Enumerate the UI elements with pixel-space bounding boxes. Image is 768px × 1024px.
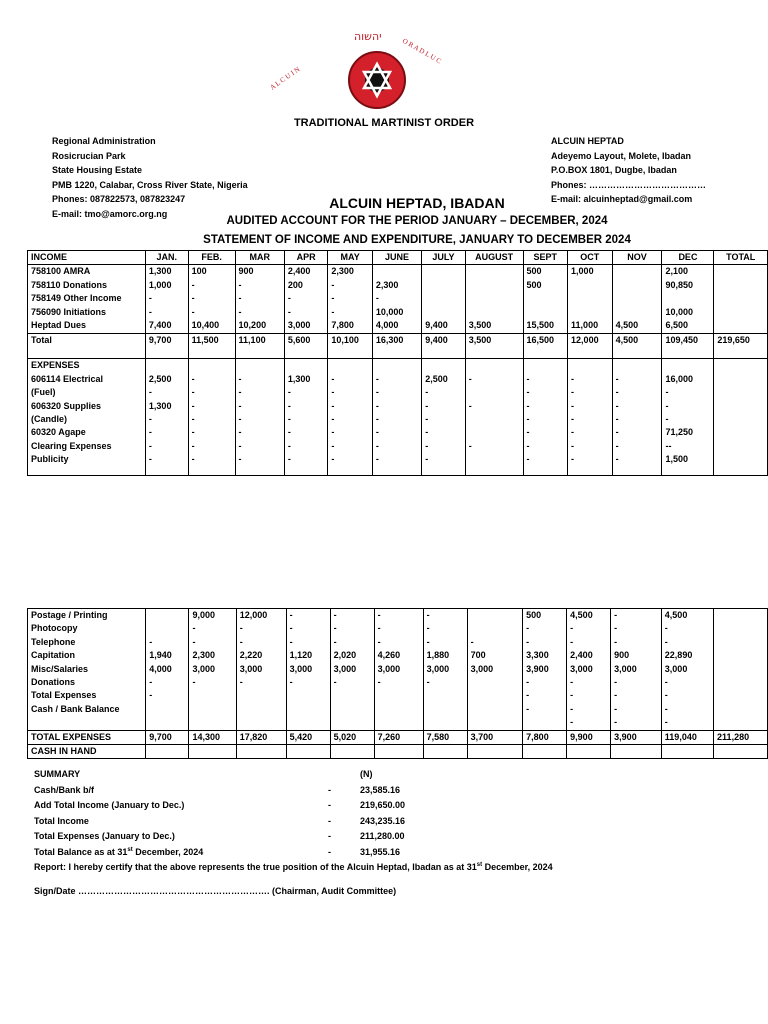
summary-label: Cash/Bank b/f bbox=[34, 784, 95, 795]
value-cell: 7,260 bbox=[374, 730, 423, 744]
value-cell: 10,100 bbox=[328, 334, 373, 359]
income-expenditure-table-lower bbox=[27, 608, 768, 759]
audit-report-statement: Report: I hereby certify that the above represents the true position of the Alcuin Heptad, Ibadan as at 31st December, 2024 bbox=[34, 862, 553, 872]
value-cell bbox=[661, 744, 713, 758]
cash-in-hand-row bbox=[28, 744, 768, 758]
value-cell: 9,000 - - 2,300 3,000 - bbox=[189, 609, 236, 731]
value-cell: 9,700 bbox=[145, 334, 188, 359]
value-cell: APR bbox=[284, 251, 328, 265]
summary-value: 243,235.16 bbox=[360, 815, 406, 826]
value-cell: 100 - - - 10,400 bbox=[188, 265, 235, 334]
value-cell: 11,100 bbox=[235, 334, 284, 359]
value-cell: - - - - - - - bbox=[328, 359, 373, 476]
address-line: Rosicrucian Park bbox=[52, 150, 126, 161]
value-cell: 16,500 bbox=[523, 334, 568, 359]
value-cell: 9,700 bbox=[146, 730, 189, 744]
summary-unit: (N) bbox=[360, 769, 373, 779]
value-cell: - - - bbox=[465, 359, 523, 476]
value-cell bbox=[286, 744, 330, 758]
value-cell: - - - 900 3,000 - - - - bbox=[611, 609, 662, 731]
value-cell: 3,700 bbox=[467, 730, 523, 744]
value-cell: 9,400 bbox=[422, 265, 466, 334]
value-cell bbox=[374, 744, 423, 758]
value-cell: 4,500 bbox=[612, 334, 662, 359]
value-cell: 109,450 bbox=[662, 334, 714, 359]
summary-dash: - bbox=[328, 815, 331, 826]
value-cell: MAR bbox=[235, 251, 284, 265]
income-expenditure-table-upper bbox=[27, 250, 768, 476]
value-cell: - - - - - - - bbox=[188, 359, 235, 476]
income-total-row bbox=[28, 334, 768, 359]
value-cell: 3,900 bbox=[611, 730, 662, 744]
value-cell: 1,300 - - - - - - bbox=[284, 359, 328, 476]
value-cell bbox=[714, 744, 768, 758]
value-cell: 4,500 - - 22,890 3,000 - - - - bbox=[661, 609, 713, 731]
address-line: E-mail: tmo@amorc.org.ng bbox=[52, 208, 168, 219]
value-cell: 14,300 bbox=[189, 730, 236, 744]
value-cell: - 700 3,000 bbox=[467, 609, 523, 731]
signature-line: Sign/Date ………………………………………………………. (Chairman, Audit Committee) bbox=[34, 886, 397, 896]
address-line: Adeyemo Layout, Molete, Ibadan bbox=[551, 150, 692, 161]
value-cell: - - - - - - - bbox=[523, 359, 568, 476]
address-line: PMB 1220, Calabar, Cross River State, Nigeria bbox=[52, 179, 248, 190]
value-cell: 1,000 11,000 bbox=[568, 265, 613, 334]
value-cell bbox=[189, 744, 236, 758]
value-cell: 3,500 bbox=[465, 334, 523, 359]
value-cell bbox=[146, 744, 189, 758]
value-cell: 16,000 - - - 71,250 -- 1,500 bbox=[662, 359, 714, 476]
row-label-cell: TOTAL EXPENSES bbox=[28, 730, 146, 744]
logo-text-hebrew: יהשוה bbox=[354, 30, 382, 43]
address-line: ALCUIN HEPTAD bbox=[551, 136, 624, 146]
value-cell: AUGUST bbox=[465, 251, 523, 265]
value-cell: 900 - - - 10,200 bbox=[235, 265, 284, 334]
value-cell bbox=[611, 744, 662, 758]
value-cell bbox=[423, 744, 467, 758]
value-cell: 2,300 - 10,000 4,000 bbox=[372, 265, 421, 334]
value-cell: - - - - - - - bbox=[372, 359, 421, 476]
value-cell: - - - 2,020 3,000 - bbox=[330, 609, 374, 731]
summary-dash: - bbox=[328, 831, 331, 841]
row-label-cell: CASH IN HAND bbox=[28, 744, 146, 758]
income-row bbox=[28, 265, 768, 334]
logo-text-right: O R A D L U C bbox=[401, 36, 443, 66]
value-cell bbox=[523, 744, 567, 758]
value-cell: NOV bbox=[612, 251, 662, 265]
value-cell: - - - 4,260 3,000 - bbox=[374, 609, 423, 731]
value-cell: OCT bbox=[568, 251, 613, 265]
value-cell: 17,820 bbox=[236, 730, 286, 744]
summary-dash: - bbox=[328, 784, 331, 795]
expenses-total-row bbox=[28, 730, 768, 744]
address-line: Phones: ………………………………… bbox=[551, 179, 707, 190]
expenses-row bbox=[28, 609, 768, 731]
value-cell: 219,650 bbox=[714, 334, 768, 359]
value-cell: JUNE bbox=[372, 251, 421, 265]
address-line: E-mail: alcuinheptad@gmail.com bbox=[551, 194, 693, 204]
value-cell: JULY bbox=[422, 251, 466, 265]
header-row bbox=[28, 251, 768, 265]
summary-balance-value: 31,955.16 bbox=[360, 846, 401, 857]
row-label-cell: 758100 AMRA 758110 Donations 758149 Other Income 756090 Initiations Heptad Dues bbox=[28, 265, 146, 334]
heptad-title: ALCUIN HEPTAD, IBADAN bbox=[329, 195, 505, 211]
value-cell: - - - 1,120 3,000 - bbox=[286, 609, 330, 731]
value-cell: 5,020 bbox=[330, 730, 374, 744]
value-cell: JAN. bbox=[145, 251, 188, 265]
expenses-row bbox=[28, 359, 768, 476]
row-label-cell: EXPENSES 606114 Electrical (Fuel) 606320 Supplies (Candle) 60320 Agape Clearing Expenses Publicity bbox=[28, 359, 146, 476]
summary-value: 211,280.00 bbox=[360, 831, 405, 841]
summary-label: Total Expenses (January to Dec.) bbox=[34, 831, 175, 841]
value-cell: TOTAL bbox=[714, 251, 768, 265]
value-cell: SEPT bbox=[523, 251, 568, 265]
value-cell bbox=[330, 744, 374, 758]
value-cell: 119,040 bbox=[661, 730, 713, 744]
value-cell bbox=[236, 744, 286, 758]
value-cell: - 1,940 4,000 - - bbox=[146, 609, 189, 731]
value-cell: 12,000 bbox=[568, 334, 613, 359]
value-cell: 2,400 200 - - 3,000 bbox=[284, 265, 328, 334]
value-cell bbox=[567, 744, 611, 758]
value-cell: 211,280 bbox=[714, 730, 768, 744]
summary-heading: SUMMARY bbox=[34, 769, 81, 779]
summary-balance-dash: - bbox=[328, 846, 331, 857]
org-name: TRADITIONAL MARTINIST ORDER bbox=[293, 117, 475, 129]
value-cell: 7,800 bbox=[523, 730, 567, 744]
summary-balance-label: Total Balance as at 31st December, 2024 bbox=[34, 846, 204, 857]
summary-label: Add Total Income (January to Dec.) bbox=[34, 800, 185, 810]
value-cell: 11,500 bbox=[188, 334, 235, 359]
logo-text-left: A L C U I N bbox=[268, 65, 302, 92]
value-cell: 4,500 - - 2,400 3,000 - - - - bbox=[567, 609, 611, 731]
value-cell: 12,000 - - 2,220 3,000 - bbox=[236, 609, 286, 731]
order-seal-logo-icon bbox=[262, 28, 492, 118]
value-cell: MAY bbox=[328, 251, 373, 265]
value-cell bbox=[714, 265, 768, 334]
value-cell: 500 500 15,500 bbox=[523, 265, 568, 334]
value-cell: DEC bbox=[662, 251, 714, 265]
value-cell: 2,100 90,850 10,000 6,500 bbox=[662, 265, 714, 334]
value-cell: 500 - - 3,300 3,900 - - - bbox=[523, 609, 567, 731]
address-line: P.O.BOX 1801, Dugbe, Ibadan bbox=[551, 165, 677, 175]
address-line: Regional Administration bbox=[52, 136, 156, 146]
audit-title: AUDITED ACCOUNT FOR THE PERIOD JANUARY – DECEMBER, 2024 bbox=[226, 215, 608, 227]
summary-dash: - bbox=[328, 800, 331, 810]
value-cell: - - - - - - - bbox=[235, 359, 284, 476]
value-cell: 4,500 bbox=[612, 265, 662, 334]
value-cell: 2,300 - - - 7,800 bbox=[328, 265, 373, 334]
value-cell: 16,300 bbox=[372, 334, 421, 359]
value-cell: 2,500 - - - - - - bbox=[422, 359, 466, 476]
value-cell bbox=[467, 744, 523, 758]
summary-value: 23,585.16 bbox=[360, 784, 401, 795]
value-cell bbox=[714, 359, 768, 476]
value-cell: 9,400 bbox=[422, 334, 466, 359]
value-cell: 7,580 bbox=[423, 730, 467, 744]
statement-title: STATEMENT OF INCOME AND EXPENDITURE, JANUARY TO DECEMBER 2024 bbox=[203, 234, 631, 246]
address-line: State Housing Estate bbox=[52, 165, 143, 175]
value-cell: - - - - - - - bbox=[612, 359, 662, 476]
summary-value: 219,650.00 bbox=[360, 800, 406, 810]
value-cell: 3,500 bbox=[465, 265, 523, 334]
value-cell: - - - 1,880 3,000 - bbox=[423, 609, 467, 731]
value-cell: FEB. bbox=[188, 251, 235, 265]
row-label-cell: INCOME bbox=[28, 251, 146, 265]
value-cell: - - - - - - - bbox=[568, 359, 613, 476]
value-cell: 1,300 1,000 - - 7,400 bbox=[145, 265, 188, 334]
value-cell bbox=[714, 609, 768, 731]
value-cell: 5,420 bbox=[286, 730, 330, 744]
value-cell: 2,500 - 1,300 - - - - bbox=[145, 359, 188, 476]
row-label-cell: Total bbox=[28, 334, 146, 359]
row-label-cell: Postage / Printing Photocopy Telephone Capitation Misc/Salaries Donations Total Expenses Cash / Bank Balance bbox=[28, 609, 146, 731]
summary-label: Total Income bbox=[34, 815, 89, 826]
address-line: Phones: 087822573, 087823247 bbox=[52, 194, 186, 204]
value-cell: 5,600 bbox=[284, 334, 328, 359]
value-cell: 9,900 bbox=[567, 730, 611, 744]
